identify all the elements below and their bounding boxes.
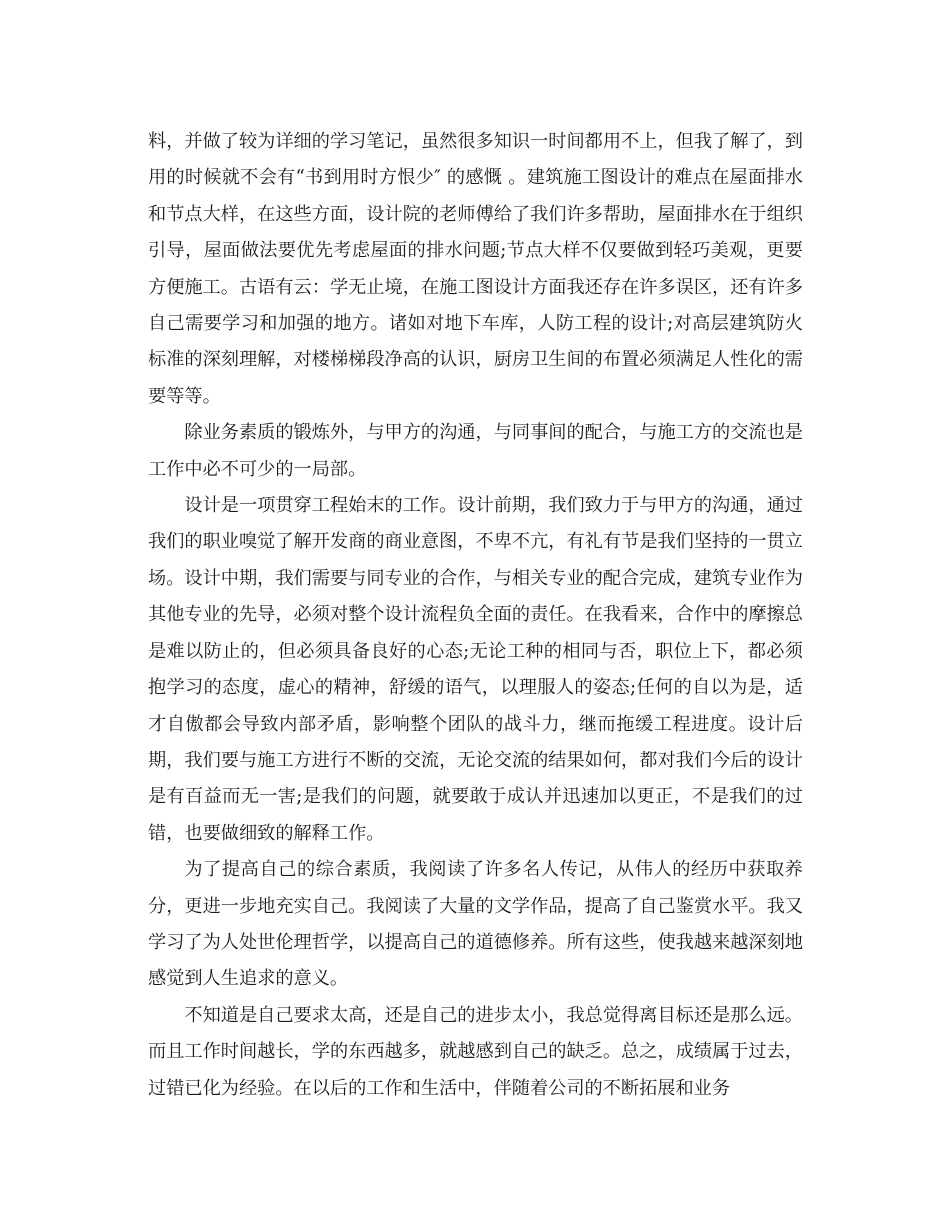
paragraph-continued: 料，并做了较为详细的学习笔记，虽然很多知识一时间都用不上，但我了解了，到用的时候就不会有“书到用时方恨少″ 的感慨 。建筑施工图设计的难点在屋面排水和节点大样，在这些方面，设计院的老师傅给了我们许多帮助，屋面排水在于组织引导，屋面做法要优先考虑屋面的排水问题;节点大样不仅要做到轻巧美观，更要方便施工。古语有云：学无止境，在施工图设计方面我还存在许多误区，还有许多自己需要学习和加强的地方。诸如对地下车库，人防工程的设计;对高层建筑防火标准的深刻理解，对楼梯梯段净高的认识，厨房卫生间的布置必须满足人性化的需要等等。 (148, 131, 803, 407)
paragraph-design-process: 设计是一项贯穿工程始末的工作。设计前期，我们致力于与甲方的沟通，通过我们的职业嗅觉了解开发商的商业意图，不卑不亢，有礼有节是我们坚持的一贯立场。设计中期，我们需要与同专业的合作，与相关专业的配合完成，建筑专业作为其他专业的先导，必须对整个设计流程负全面的责任。在我看来，合作中的摩擦总是难以防止的，但必须具备良好的心态;无论工种的相同与否，职位上下，都必须抱学习的态度，虚心的精神，舒缓的语气，以理服人的姿态;任何的自以为是，适才自傲都会导致内部矛盾，影响整个团队的战斗力，继而拖缓工程进度。设计后期，我们要与施工方进行不断的交流，无论交流的结果如何，都对我们今后的设计是有百益而无一害;是我们的问题，就要敢于成认并迅速加以更正，不是我们的过错，也要做细致的解释工作。 (148, 495, 803, 844)
paragraph-reflection: 不知道是自己要求太高，还是自己的进步太小，我总觉得离目标还是那么远。而且工作时间越长，学的东西越多，就越感到自己的缺乏。总之，成绩属于过去，过错已化为经验。在以后的工作和生活中，伴随着公司的不断拓展和业务 (148, 1004, 803, 1099)
paragraph-communication: 除业务素质的锻炼外，与甲方的沟通，与同事间的配合，与施工方的交流也是工作中必不可少的一局部。 (148, 422, 803, 480)
document-body (148, 124, 803, 1107)
paragraph-self-improvement: 为了提高自己的综合素质，我阅读了许多名人传记，从伟人的经历中获取养分，更进一步地充实自己。我阅读了大量的文学作品，提高了自己鉴赏水平。我又学习了为人处世伦理哲学，以提高自己的道德修养。所有这些，使我越来越深刻地感觉到人生追求的意义。 (148, 859, 803, 990)
